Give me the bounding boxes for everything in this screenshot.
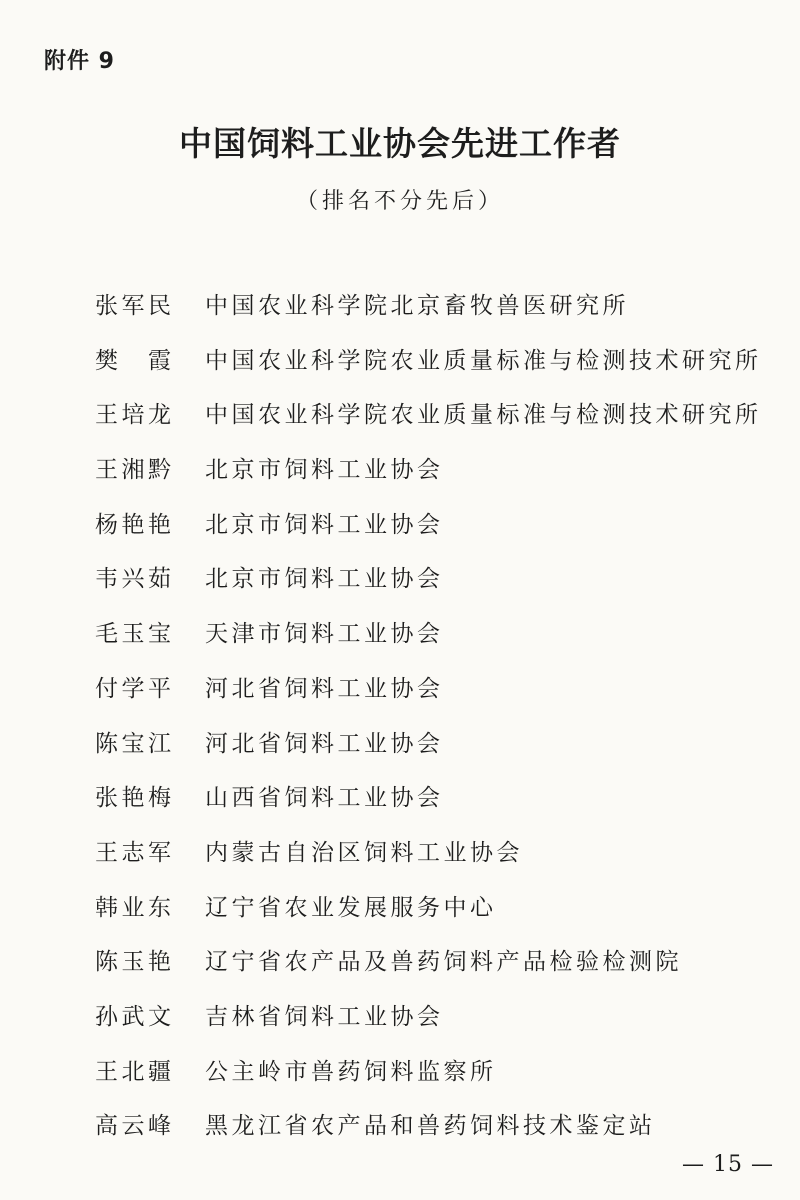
list-item: [95, 288, 785, 343]
honoree-list: [95, 288, 785, 1163]
honoree-name: 韩业东: [95, 894, 175, 921]
honoree-name: 张艳梅: [95, 785, 175, 812]
page-number: — 15 —: [682, 1152, 774, 1177]
list-item: [95, 780, 785, 835]
honoree-organization: 天津市饲料工业协会: [205, 621, 444, 648]
list-item: [95, 671, 785, 726]
honoree-name: 王培龙: [95, 402, 175, 429]
honoree-name: 樊 霞: [95, 347, 175, 374]
honoree-organization: 中国农业科学院农业质量标准与检测技术研究所: [205, 347, 762, 374]
list-item: [95, 343, 785, 398]
list-item: [95, 726, 785, 781]
honoree-organization: 北京市饲料工业协会: [205, 457, 444, 484]
honoree-organization: 北京市饲料工业协会: [205, 511, 444, 538]
list-item: [95, 397, 785, 452]
honoree-organization: 辽宁省农业发展服务中心: [205, 894, 497, 921]
attachment-label: 附件 9: [44, 49, 115, 74]
honoree-name: 毛玉宝: [95, 621, 175, 648]
list-item: [95, 616, 785, 671]
honoree-organization: 内蒙古自治区饲料工业协会: [205, 839, 523, 866]
honoree-name: 陈宝江: [95, 730, 175, 757]
page-subtitle: （排名不分先后）: [295, 189, 504, 214]
list-item: [95, 452, 785, 507]
honoree-name: 杨艳艳: [95, 511, 175, 538]
honoree-organization: 吉林省饲料工业协会: [205, 1003, 444, 1030]
honoree-organization: 河北省饲料工业协会: [205, 675, 444, 702]
list-item: [95, 561, 785, 616]
list-item: [95, 507, 785, 562]
honoree-name: 高云峰: [95, 1113, 175, 1140]
honoree-organization: 河北省饲料工业协会: [205, 730, 444, 757]
honoree-name: 王湘黔: [95, 457, 175, 484]
honoree-name: 王北疆: [95, 1058, 175, 1085]
list-item: [95, 944, 785, 999]
honoree-organization: 山西省饲料工业协会: [205, 785, 444, 812]
honoree-organization: 中国农业科学院农业质量标准与检测技术研究所: [205, 402, 762, 429]
honoree-name: 韦兴茹: [95, 566, 175, 593]
honoree-name: 王志军: [95, 839, 175, 866]
honoree-organization: 辽宁省农产品及兽药饲料产品检验检测院: [205, 949, 682, 976]
honoree-organization: 公主岭市兽药饲料监察所: [205, 1058, 497, 1085]
list-item: [95, 835, 785, 890]
honoree-organization: 黑龙江省农产品和兽药饲料技术鉴定站: [205, 1113, 656, 1140]
page-title: 中国饲料工业协会先进工作者: [179, 124, 621, 163]
list-item: [95, 999, 785, 1054]
honoree-name: 付学平: [95, 675, 175, 702]
honoree-organization: 北京市饲料工业协会: [205, 566, 444, 593]
honoree-name: 陈玉艳: [95, 949, 175, 976]
honoree-name: 孙武文: [95, 1003, 175, 1030]
list-item: [95, 1054, 785, 1109]
honoree-name: 张军民: [95, 293, 175, 319]
list-item: [95, 890, 785, 945]
honoree-organization: 中国农业科学院北京畜牧兽医研究所: [205, 293, 629, 319]
